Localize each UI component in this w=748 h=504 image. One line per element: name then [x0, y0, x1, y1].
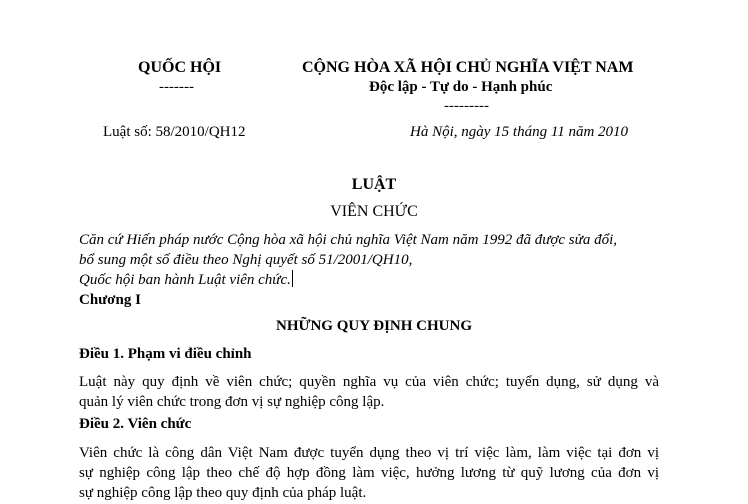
place-date: Hà Nội, ngày 15 tháng 11 năm 2010	[410, 124, 629, 140]
motto-divider: ---------	[444, 98, 489, 114]
preamble-line: Căn cứ Hiến pháp nước Cộng hòa xã hội chủ nghĩa Việt Nam năm 1992 đã được sửa đổi,	[79, 232, 617, 248]
article-2-title: Điều 2. Viên chức	[79, 416, 192, 432]
law-title: LUẬT	[351, 176, 397, 193]
article-1-title: Điều 1. Phạm vi điều chỉnh	[79, 346, 252, 362]
national-title: CỘNG HÒA XÃ HỘI CHỦ NGHĨA VIỆT NAM	[302, 59, 634, 76]
article-2-line: Viên chức là công dân Việt Nam được tuyển dụng theo vị trí việc làm, làm việc tại đơn vị	[79, 445, 659, 461]
text-cursor	[292, 270, 293, 287]
article-2-line: sự nghiệp công lập theo quy định của pháp luật.	[79, 485, 367, 501]
preamble[interactable]	[79, 230, 617, 290]
article-2-body[interactable]	[79, 443, 659, 503]
article-1-line: Luật này quy định về viên chức; quyền nghĩa vụ của viên chức; tuyển dụng, sử dụng và	[79, 374, 659, 390]
law-number: Luật số: 58/2010/QH12	[103, 124, 246, 140]
article-1-line: quản lý viên chức trong đơn vị sự nghiệp công lập.	[79, 394, 385, 410]
national-motto: Độc lập - Tự do - Hạnh phúc	[369, 79, 553, 95]
law-name: VIÊN CHỨC	[330, 203, 418, 220]
preamble-line: bổ sung một số điều theo Nghị quyết số 51/2001/QH10,	[79, 252, 413, 268]
issuer-divider: -------	[159, 79, 194, 95]
article-2-line: sự nghiệp công lập theo chế độ hợp đồng làm việc, hưởng lương từ quỹ lương của đơn vị	[79, 465, 659, 481]
article-1-body[interactable]	[79, 372, 659, 412]
chapter-label: Chương I	[79, 292, 141, 308]
chapter-title: NHỮNG QUY ĐỊNH CHUNG	[276, 318, 472, 334]
preamble-text: Quốc hội ban hành Luật viên chức.	[79, 272, 291, 288]
preamble-line-last	[79, 270, 617, 290]
issuer-title: QUỐC HỘI	[138, 59, 222, 76]
